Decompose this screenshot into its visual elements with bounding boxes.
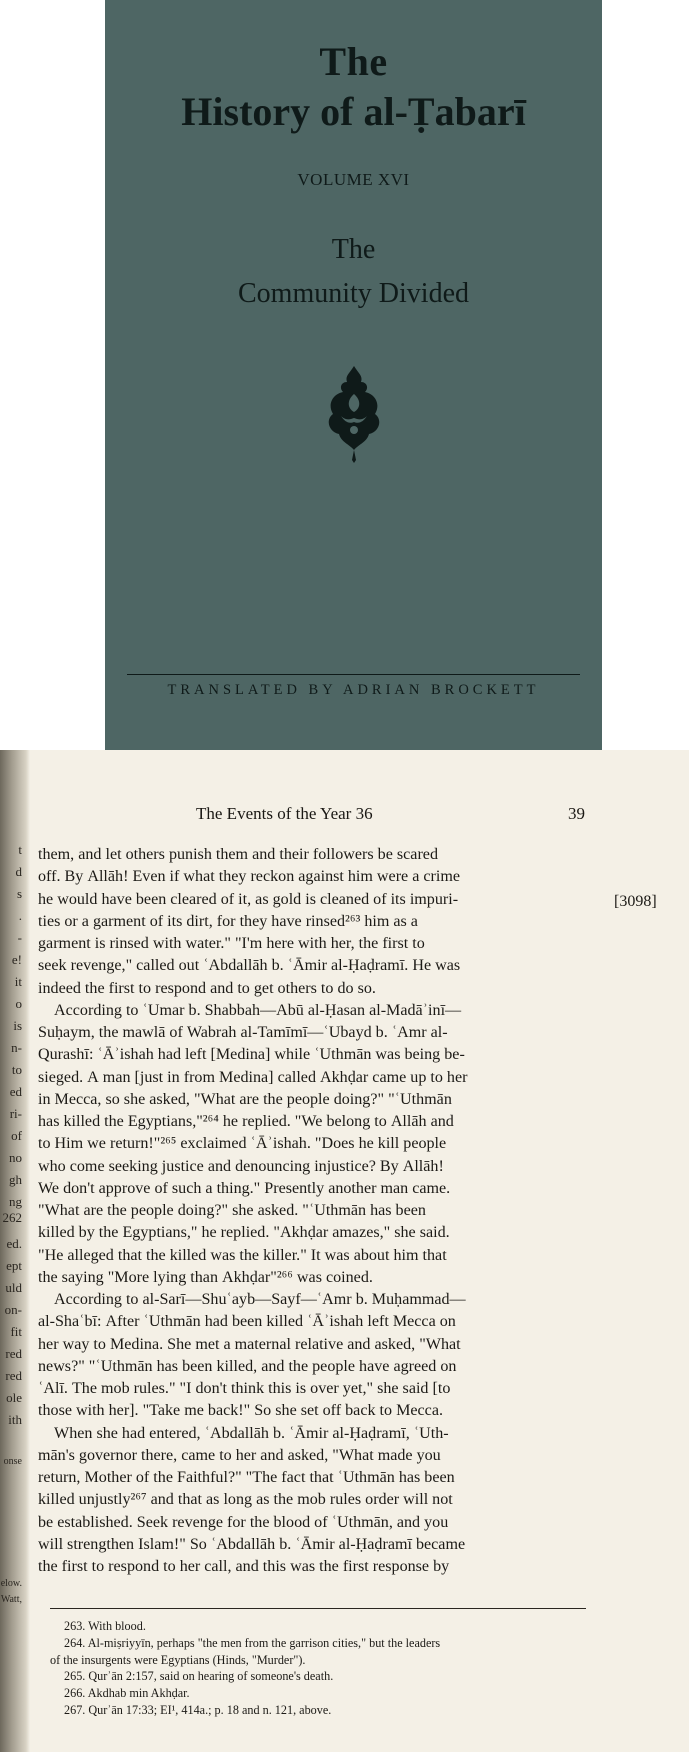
margin-fragment: no	[9, 1150, 22, 1165]
text-line: garment is rinsed with water." "I'm here with her, the first to	[38, 935, 425, 952]
margin-fragment: to	[11, 1062, 22, 1077]
margin-fragment: fit	[10, 1324, 22, 1339]
text-line: the first to respond to her call, and this was the first response by	[38, 1558, 450, 1575]
margin-fragment: uld	[5, 1280, 22, 1295]
body-text	[38, 844, 586, 1578]
book-page	[0, 750, 689, 1752]
margin-fragment: ed	[9, 1084, 22, 1099]
cover-volume: VOLUME XVI	[297, 170, 410, 189]
text-line: indeed the first to respond and to get others to do so.	[38, 979, 376, 997]
text-line: the saying "More lying than Akhḍar"²⁶⁶ was coined.	[38, 1268, 373, 1286]
footnotes	[50, 1618, 590, 1719]
margin-fragment: ed.	[6, 1236, 22, 1251]
text-line: When she had entered, ʿAbdallāh b. ʿĀmir al-Ḥaḍramī, ʿUth-	[54, 1424, 449, 1442]
marginal-page-reference: [3098]	[614, 893, 657, 910]
footnote: 266. Akdhab min Akhḍar.	[64, 1686, 190, 1701]
margin-fragment: Watt,	[0, 1594, 22, 1605]
text-line: killed by the Egyptians," he replied. "Akhḍar amazes," she said.	[38, 1224, 450, 1242]
footnote: of the insurgents were Egyptians (Hinds, "Murder").	[50, 1652, 306, 1667]
margin-fragment: on-	[4, 1302, 22, 1317]
text-line: Qurashī: ʿĀʾishah had left [Medina] while ʿUthmān was being be-	[38, 1046, 465, 1064]
text-line: sieged. A man [just in from Medina] called Akhḍar came up to her	[38, 1068, 468, 1086]
text-line: ties or a garment of its dirt, for they have rinsed²⁶³ him as a	[38, 912, 418, 930]
cover-title-line2: History of al-Ṭabarī	[181, 89, 526, 134]
text-line: mān's governor there, came to her and asked, "What made you	[38, 1446, 441, 1464]
cover-subtitle-line2: Community Divided	[238, 278, 469, 309]
margin-fragment: gh	[9, 1172, 22, 1187]
cover-translator: TRANSLATED BY ADRIAN BROCKETT	[167, 682, 540, 698]
margin-fragment: .	[18, 908, 22, 923]
text-line: those with her]. "Take me back!" So she set off back to Mecca.	[38, 1402, 443, 1420]
margin-fragment: is	[13, 1018, 22, 1033]
margin-fragment: of	[11, 1128, 22, 1143]
margin-fragment: onse	[3, 1456, 22, 1467]
text-line: who come seeking justice and denouncing injustice? By Allāh!	[38, 1157, 444, 1175]
margin-fragment: d	[15, 864, 22, 879]
cover-title-line1: The	[319, 39, 388, 84]
text-line: news?" "ʿUthmān has been killed, and the people have agreed on	[38, 1357, 457, 1375]
text-line: "What are the people doing?" she asked. "ʿUthmān has been	[38, 1202, 426, 1219]
text-line: be established. Seek revenge for the blood of ʿUthmān, and you	[38, 1513, 449, 1531]
margin-fragment: red	[5, 1346, 22, 1361]
footnote: 264. Al-miṣriyyīn, perhaps "the men from the garrison cities," but the leaders	[64, 1635, 441, 1650]
text-line: al-Shaʿbī: After ʿUthmān had been killed ʿĀʾishah left Mecca on	[38, 1313, 456, 1331]
text-line: According to al-Sarī—Shuʿayb—Sayf—ʿAmr b. Muḥammad—	[54, 1291, 466, 1308]
text-line: return, Mother of the Faithful?" "The fact that ʿUthmān has been	[38, 1469, 455, 1486]
text-line: in Mecca, so she asked, "What are the people doing?" "ʿUthmān	[38, 1090, 452, 1108]
margin-fragment: 262	[2, 1210, 22, 1225]
text-line: he would have been cleared of it, as gold is cleaned of its impuri-	[38, 890, 459, 908]
text-line: We don't approve of such a thing." Presently another man came.	[38, 1179, 451, 1197]
page-number: 39	[568, 804, 585, 823]
margin-fragment: s	[16, 886, 22, 901]
text-line: According to ʿUmar b. Shabbah—Abū al-Ḥasan al-Madāʾinī—	[54, 1001, 462, 1019]
margin-fragment: n-	[11, 1040, 22, 1055]
margin-fragment: ept	[6, 1258, 22, 1273]
margin-fragment: red	[5, 1368, 22, 1383]
text-line: killed unjustly²⁶⁷ and that as long as the mob rules order will not	[38, 1491, 453, 1509]
running-header: The Events of the Year 36	[196, 804, 373, 823]
margin-fragment: ri-	[9, 1106, 22, 1121]
margin-fragment: it	[14, 974, 22, 989]
margin-fragment: ole	[6, 1390, 22, 1405]
text-line: to Him we return!"²⁶⁵ exclaimed ʿĀʾishah. "Does he kill people	[38, 1135, 447, 1153]
margin-fragment: e!	[11, 952, 22, 967]
text-line: off. By Allāh! Even if what they reckon against him were a crime	[38, 868, 461, 886]
footnote-divider	[50, 1608, 586, 1609]
margin-fragment: t	[18, 842, 22, 857]
text-line: ʿAlī. The mob rules." "I don't think this is over yet," she said [to	[38, 1380, 451, 1397]
cover-divider	[127, 674, 580, 675]
footnote: 265. Qurʾān 2:157, said on hearing of someone's death.	[64, 1669, 334, 1684]
text-line: Suḥaym, the mawlā of Wabrah al-Tamīmī—ʿUbayd b. ʿAmr al-	[38, 1024, 448, 1041]
margin-fragment: ith	[8, 1412, 22, 1427]
text-line: has killed the Egyptians,"²⁶⁴ he replied. "We belong to Allāh and	[38, 1113, 454, 1130]
margin-fragment: o	[15, 996, 22, 1011]
text-line: will strengthen Islam!" So ʿAbdallāh b. ʿĀmir al-Ḥaḍramī became	[38, 1535, 466, 1553]
margin-fragment: elow.	[0, 1578, 22, 1589]
text-line: "He alleged that the killed was the killer." It was about him that	[38, 1246, 447, 1264]
cover-subtitle-line1: The	[331, 234, 376, 265]
footnote: 263. With blood.	[64, 1619, 146, 1633]
text-line: seek revenge," called out ʿAbdallāh b. ʿĀmir al-Ḥaḍramī. He was	[38, 957, 461, 975]
text-line: them, and let others punish them and their followers be scared	[38, 846, 438, 863]
margin-fragment: -	[17, 930, 22, 945]
book-cover	[105, 0, 602, 750]
arabesque-ornament-icon	[319, 364, 389, 464]
text-line: her way to Medina. She met a maternal relative and asked, "What	[38, 1335, 461, 1353]
margin-fragment: ng	[9, 1194, 22, 1209]
footnote: 267. Qurʾān 17:33; EI¹, 414a.; p. 18 and n. 121, above.	[64, 1702, 332, 1717]
